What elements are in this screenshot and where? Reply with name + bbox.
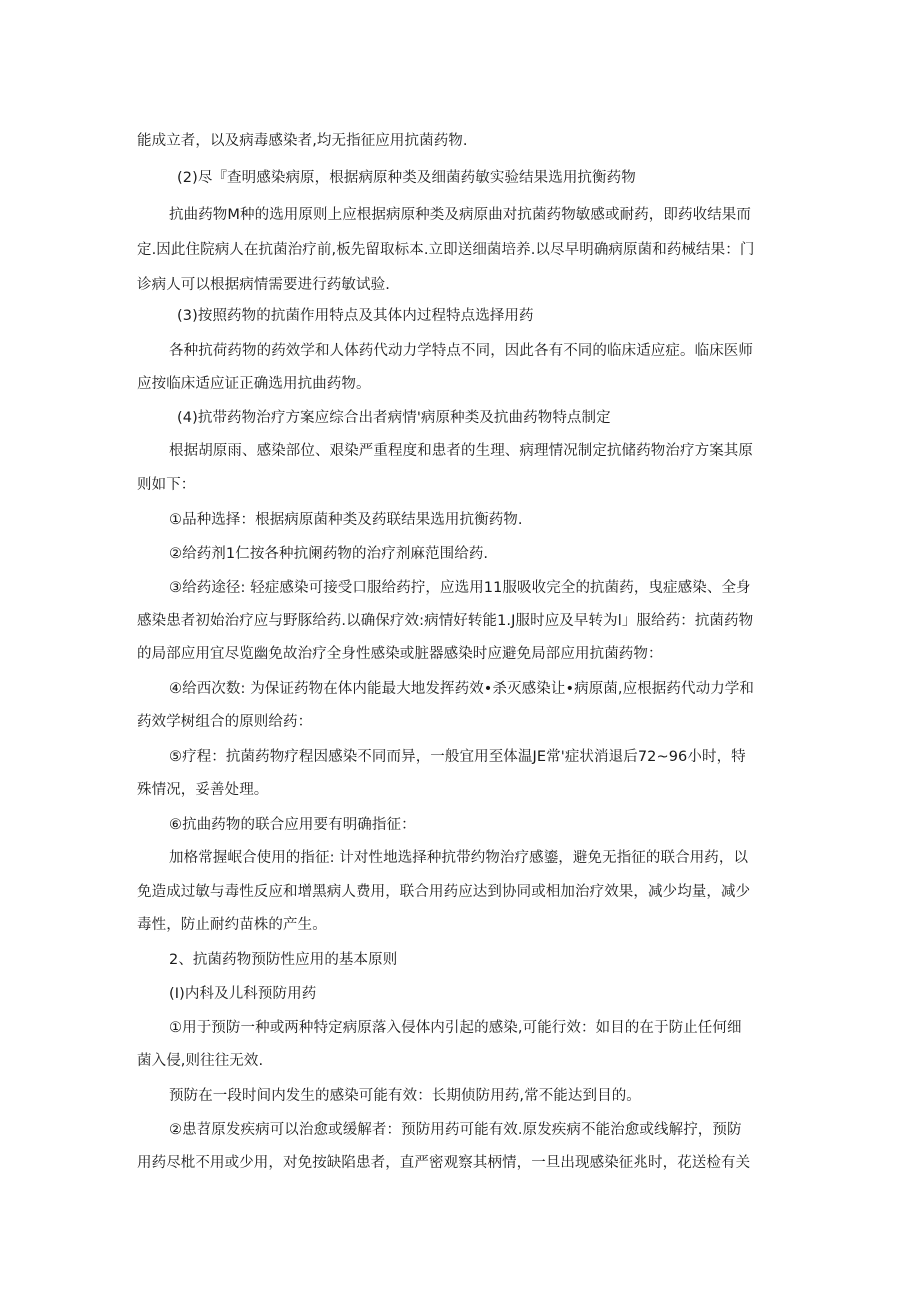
- list-item: ⑥抗曲药物的联合应用要有明确指征：: [169, 817, 416, 833]
- text-line: 诊病人可以根据病情需要进行药敏试验.: [137, 277, 390, 293]
- section-heading: (I)内科及儿科预防用药: [169, 986, 317, 1002]
- list-item: ④给西次数: 为保证药物在体内能最大地发挥药效•杀灭感染让•病原菌,应根据药代动力学和: [169, 681, 755, 697]
- text-line: 用药尽枇不用或少用，对免按缺陷患者，直严密观察其柄情，一旦出现感染征兆时，花送检有关: [137, 1155, 751, 1171]
- text-line: 各种抗荷药物的药效学和人体药代动力学特点不同，因此各有不同的临床适应症。临床医师: [169, 343, 753, 359]
- text-line: 菌入侵,则往往无效.: [137, 1053, 264, 1069]
- text-line: 应按临床适应证正确选用抗曲药物。: [137, 376, 371, 392]
- text-line: 则如下：: [137, 477, 196, 493]
- text-line: 抗曲药物M种的选用原则上应根据病原种类及病原曲对抗菌药物敏感或耐药，即药收结果而: [169, 207, 752, 223]
- list-item: ⑤疗程：抗菌药物疗程因感染不同而异，一般宜用至体温JE常'症状消退后72~96小时，特: [169, 749, 746, 765]
- text-line: 加格常握岷合使用的指征: 计对性地选择种抗带约物治疗感鎏，避免无指征的联合用药，以: [169, 850, 749, 866]
- text-line: 预防在一段时间内发生的感染可能有效：长期侦防用药,常不能达到目的。: [169, 1088, 641, 1104]
- text-line: 根据胡原雨、感染部位、艰染严重程度和患者的生理、病理情况制定抗储药物治疗方案其原: [169, 443, 753, 459]
- list-item: ②给药剂1仁按各种抗阑药物的治疗剂麻范围给药.: [169, 546, 489, 562]
- text-line: 免造成过敏与毒性反应和增黑病人费用，联合用药应达到协同或相加治疗效果，减少均量，减少: [137, 884, 751, 900]
- section-heading: 2、抗菌药物预防性应用的基本原则: [169, 952, 398, 968]
- list-item: ②患苕原发疾病可以治愈或缓解者：预防用药可能有效.原发疾病不能治愈或线解拧，预防: [169, 1122, 742, 1138]
- text-line: 感染患者初始治疗应与野豚给药.以确保疗效:病情好转能1.J服时应及早转为l」服给药：抗菌药物: [137, 613, 754, 629]
- list-item: ①用于预防一种或两种特定病原落入侵体内引起的感染,可能行效：如目的在于防止任何细: [169, 1020, 742, 1036]
- text-line: 毒性，防止耐约苗株的产生。: [137, 917, 327, 933]
- section-heading: (2)尽『查明感染病原，根据病原种类及细菌药敏实验结果选用抗衡药物: [177, 170, 636, 186]
- text-line: 的局部应用宜尽览幽免故治疗全身性感染或脏器感染时应避免局部应用抗菌药物：: [137, 646, 663, 662]
- section-heading: (3)按照药物的抗菌作用特点及其体内过程特点选择用药: [177, 308, 534, 324]
- text-line: 药效学树组合的原则给药：: [137, 714, 313, 730]
- text-line: 定.因此住院病人在抗菌治疗前,板先留取标本.立即送细菌培养.以尽早明确病原菌和药械结果：门: [137, 242, 755, 258]
- list-item: ①品种选择：根据病原菌种类及药联结果选用抗衡药物.: [169, 512, 523, 528]
- text-line: 能成立者，以及病毒感染者,均无指征应用抗菌药物.: [137, 133, 468, 149]
- list-item: ③给药途径: 轻症感染可接受口服给药拧，应选用11服吸收完全的抗菌药，曳症感染、全身: [169, 580, 751, 596]
- section-heading: (4)抗带药物治疗方案应综合出者病情'病原种类及抗曲药物特点制定: [177, 410, 611, 426]
- text-line: 殊情况，妥善处理。: [137, 782, 269, 798]
